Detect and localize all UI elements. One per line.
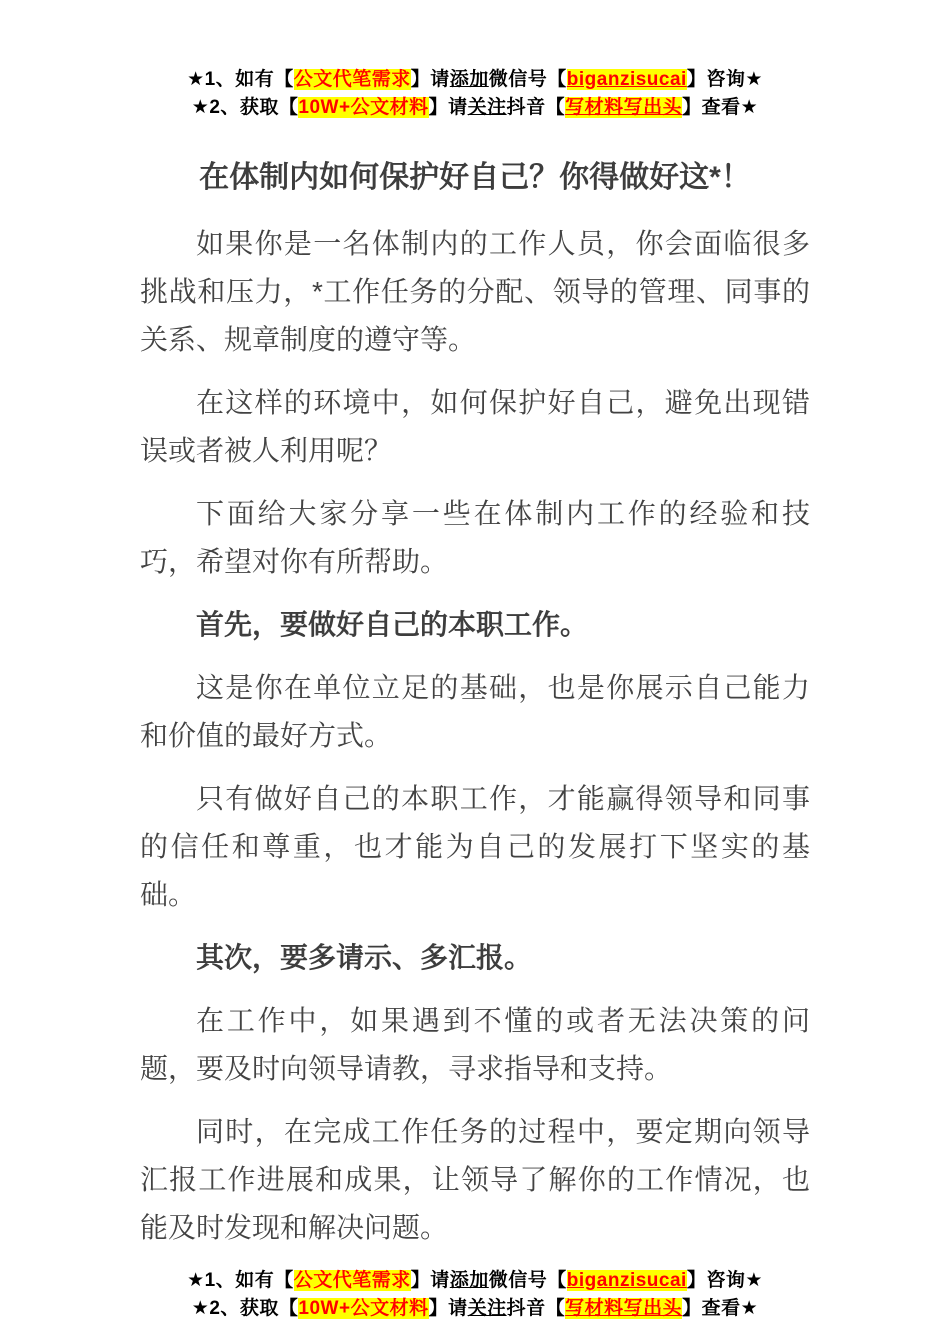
- promo-segment: 】请: [428, 1298, 468, 1319]
- promo-segment: 】请: [410, 69, 450, 90]
- promo-segment: ★1、如有【: [187, 1270, 294, 1291]
- promo-segment: 写材料写出头: [565, 97, 683, 118]
- promo-line: [140, 1267, 810, 1295]
- promo-segment: biganzisucai: [566, 69, 687, 90]
- promo-segment: 10W+公文材料: [298, 1298, 429, 1319]
- paragraph: 如果你是一名体制内的工作人员，你会面临很多挑战和压力，*工作任务的分配、领导的管理、同事的关系、规章制度的遵守等。: [140, 228, 810, 355]
- paragraph: 在工作中，如果遇到不懂的或者无法决策的问题，要及时向领导请教，寻求指导和支持。: [140, 1005, 810, 1084]
- promo-segment: 添加: [449, 69, 489, 90]
- promo-segment: 微信号【: [488, 1270, 567, 1291]
- promo-segment: 微信号【: [488, 69, 567, 90]
- section-heading: 首先，要做好自己的本职工作。: [196, 609, 589, 640]
- promo-segment: 添加: [449, 1270, 489, 1291]
- paragraph: 在这样的环境中，如何保护好自己，避免出现错误或者被人利用呢？: [140, 387, 810, 466]
- article-body: [140, 220, 810, 1252]
- promo-line: [140, 66, 810, 94]
- section-heading: 其次，要多请示、多汇报。: [196, 942, 533, 973]
- promo-segment: 公文代笔需求: [293, 1270, 411, 1291]
- promo-segment: 】咨询★: [686, 1270, 763, 1291]
- promo-segment: 写材料写出头: [565, 1298, 683, 1319]
- paragraph: 下面给大家分享一些在体制内工作的经验和技巧，希望对你有所帮助。: [140, 498, 810, 577]
- promo-segment: 】请: [410, 1270, 450, 1291]
- promo-segment: ★2、获取【: [191, 97, 299, 118]
- promo-segment: 】查看★: [682, 97, 759, 118]
- promo-segment: 关注: [467, 1298, 507, 1319]
- promo-banner-bottom: [140, 1267, 810, 1323]
- promo-segment: biganzisucai: [566, 1270, 687, 1291]
- promo-segment: 】请: [428, 97, 468, 118]
- promo-segment: 抖音【: [506, 1298, 566, 1319]
- promo-segment: 】查看★: [682, 1298, 759, 1319]
- promo-line: [140, 94, 810, 122]
- article-title: 在体制内如何保护好自己？你得做好这*！: [199, 161, 751, 194]
- promo-segment: ★2、获取【: [191, 1298, 299, 1319]
- promo-segment: 公文代笔需求: [293, 69, 411, 90]
- paragraph: 这是你在单位立足的基础，也是你展示自己能力和价值的最好方式。: [140, 672, 810, 751]
- promo-segment: 】咨询★: [686, 69, 763, 90]
- paragraph: 只有做好自己的本职工作，才能赢得领导和同事的信任和尊重，也才能为自己的发展打下坚实的基础。: [140, 783, 810, 910]
- paragraph: 同时，在完成工作任务的过程中，要定期向领导汇报工作进展和成果，让领导了解你的工作情况，也能及时发现和解决问题。: [140, 1116, 810, 1243]
- promo-banner-top: [140, 66, 810, 122]
- promo-segment: 抖音【: [506, 97, 566, 118]
- promo-segment: 10W+公文材料: [298, 97, 429, 118]
- promo-segment: ★1、如有【: [187, 69, 294, 90]
- promo-line: [140, 1295, 810, 1323]
- promo-segment: 关注: [467, 97, 507, 118]
